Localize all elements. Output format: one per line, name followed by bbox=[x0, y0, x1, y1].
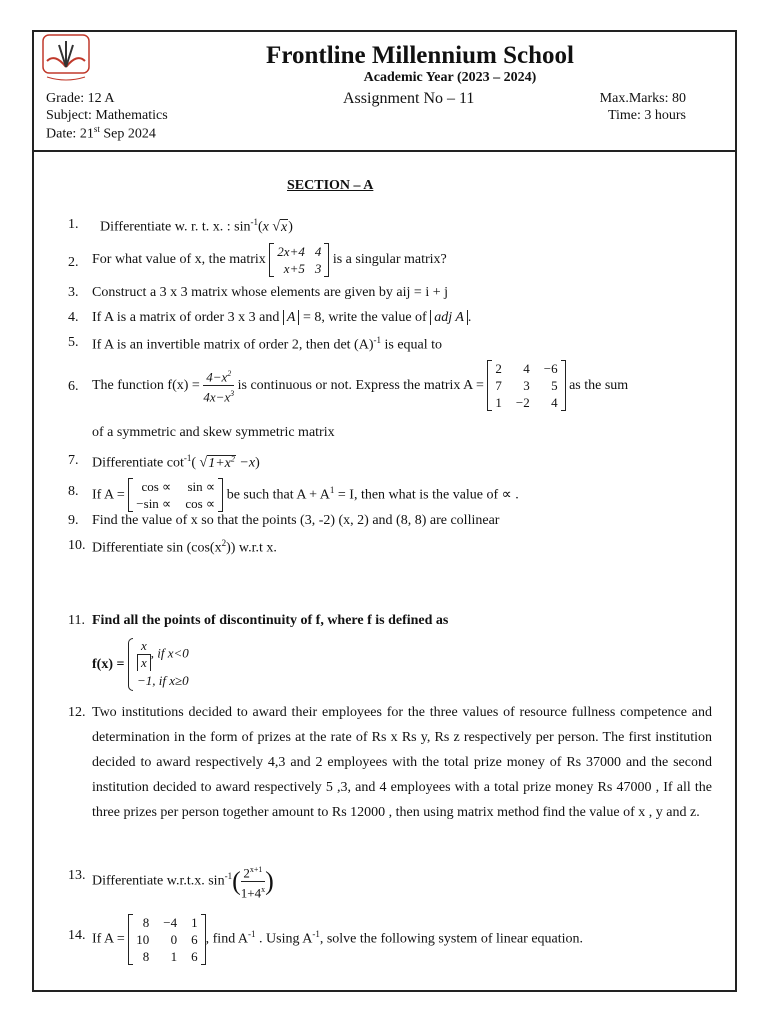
q3-text: Construct a 3 x 3 matrix whose elements are given by aij = i + j bbox=[92, 285, 448, 300]
q6-continuation: of a symmetric and skew symmetric matrix bbox=[92, 425, 335, 440]
q1-text: Differentiate w. r. t. x. : $\sin^{-1}(x$ √x) bbox=[100, 217, 293, 235]
q2-text: For what value of x, the matrix 2x+4 4 x+5 3 is a singular matrix? bbox=[92, 244, 447, 276]
q8-text: If A = cos ∝ sin ∝ −sin ∝ cos ∝ be such that $A + A^1 = I$, then what is the value of ∝ . bbox=[92, 479, 519, 512]
academic-year: Academic Year (2023 – 2024) bbox=[363, 70, 537, 85]
q1-number: 1. bbox=[68, 217, 79, 232]
q14-number: 14. bbox=[68, 928, 86, 943]
max-marks: Max.Marks: 80 bbox=[599, 91, 686, 106]
q2-number: 2. bbox=[68, 255, 79, 270]
q5-number: 5. bbox=[68, 335, 79, 350]
q6-number: 6. bbox=[68, 379, 79, 394]
matrix-q2: 2x+4 4 x+5 3 bbox=[269, 243, 329, 277]
subject: Subject: Mathematics bbox=[46, 108, 168, 123]
header-divider bbox=[32, 150, 737, 152]
q4-text: If A is a matrix of order 3 x 3 and A = 8, write the value of adj A . bbox=[92, 310, 472, 325]
q4-number: 4. bbox=[68, 310, 79, 325]
q12-text: Two institutions decided to award their employees for the three values of resource fullness competence and determination in the form of prizes at the rate of Rs x Rs y, Rs z respectively per person. The first institution decided to award respectively 4,3 and 2 employees with the total prize money of Rs 37000 and the second institution decided to award respectively 5 ,3, and 4 employees with a total prize money Rs 47000 , If all the three prizes per person together amount to Rs 12000 , then using matrix method find the value of x , y and z. bbox=[92, 705, 712, 820]
q11-function: f(x) = $\frac{x}{x}$ , if x<0 −1, if x≥0 bbox=[92, 636, 189, 698]
q9-text: Find the value of x so that the points (3, -2) (x, 2) and (8, 8) are collinear bbox=[92, 513, 500, 528]
q9-number: 9. bbox=[68, 513, 79, 528]
q13-text: Differentiate w.r.t.x. $\sin^{-1}$( $\frac{2^{x+1}}{1+4^x}$ ) bbox=[92, 856, 274, 902]
school-name: Frontline Millennium School bbox=[266, 42, 574, 69]
assignment-number: Assignment No – 11 bbox=[343, 90, 475, 107]
q10-text: Differentiate $\sin (\cos(x^2))$ w.r.t x. bbox=[92, 538, 277, 556]
q7-text: Differentiate $\cot^{-1}$( $√1+x^2 -x$) bbox=[92, 453, 260, 471]
q14-text: If A = 8 −4 1 10 0 6 8 1 6 , find $A^{-1}$ . Using $A^{-1}$, solve the following system of linear equation. bbox=[92, 914, 584, 964]
date: Date: 21st Sep 2024 bbox=[46, 124, 156, 142]
matrix-q6: 2 4 −6 7 3 5 1 −2 4 bbox=[487, 360, 565, 411]
q3-number: 3. bbox=[68, 285, 79, 300]
q10-number: 10. bbox=[68, 538, 86, 553]
time-allowed: Time: 3 hours bbox=[607, 108, 686, 123]
q7-number: 7. bbox=[68, 453, 79, 468]
q11-text: Find all the points of discontinuity of f, where f is defined as bbox=[92, 613, 449, 628]
q11-number: 11. bbox=[68, 613, 85, 628]
q8-number: 8. bbox=[68, 484, 79, 499]
section-title: SECTION – A bbox=[287, 178, 374, 193]
grade: Grade: 12 A bbox=[46, 91, 115, 106]
matrix-q14: 8 −4 1 10 0 6 8 1 6 bbox=[128, 914, 205, 965]
q13-number: 13. bbox=[68, 868, 86, 883]
matrix-q8: cos ∝ sin ∝ −sin ∝ cos ∝ bbox=[128, 478, 223, 512]
q12-number: 12. bbox=[68, 705, 86, 720]
q5-text: If A is an invertible matrix of order 2, then $\det (A)^{-1}$ is equal to bbox=[92, 335, 443, 353]
q6-text: The function f(x) = $\frac{4-x^2}{4x-x^3}$ is continuous or not. Express the matrix A = 2 4 −6 7 3 5 1 −2 4 as the sum bbox=[92, 361, 629, 411]
fraction-q6: $\frac{4-x^2}{4x-x^3}$ bbox=[203, 366, 234, 406]
